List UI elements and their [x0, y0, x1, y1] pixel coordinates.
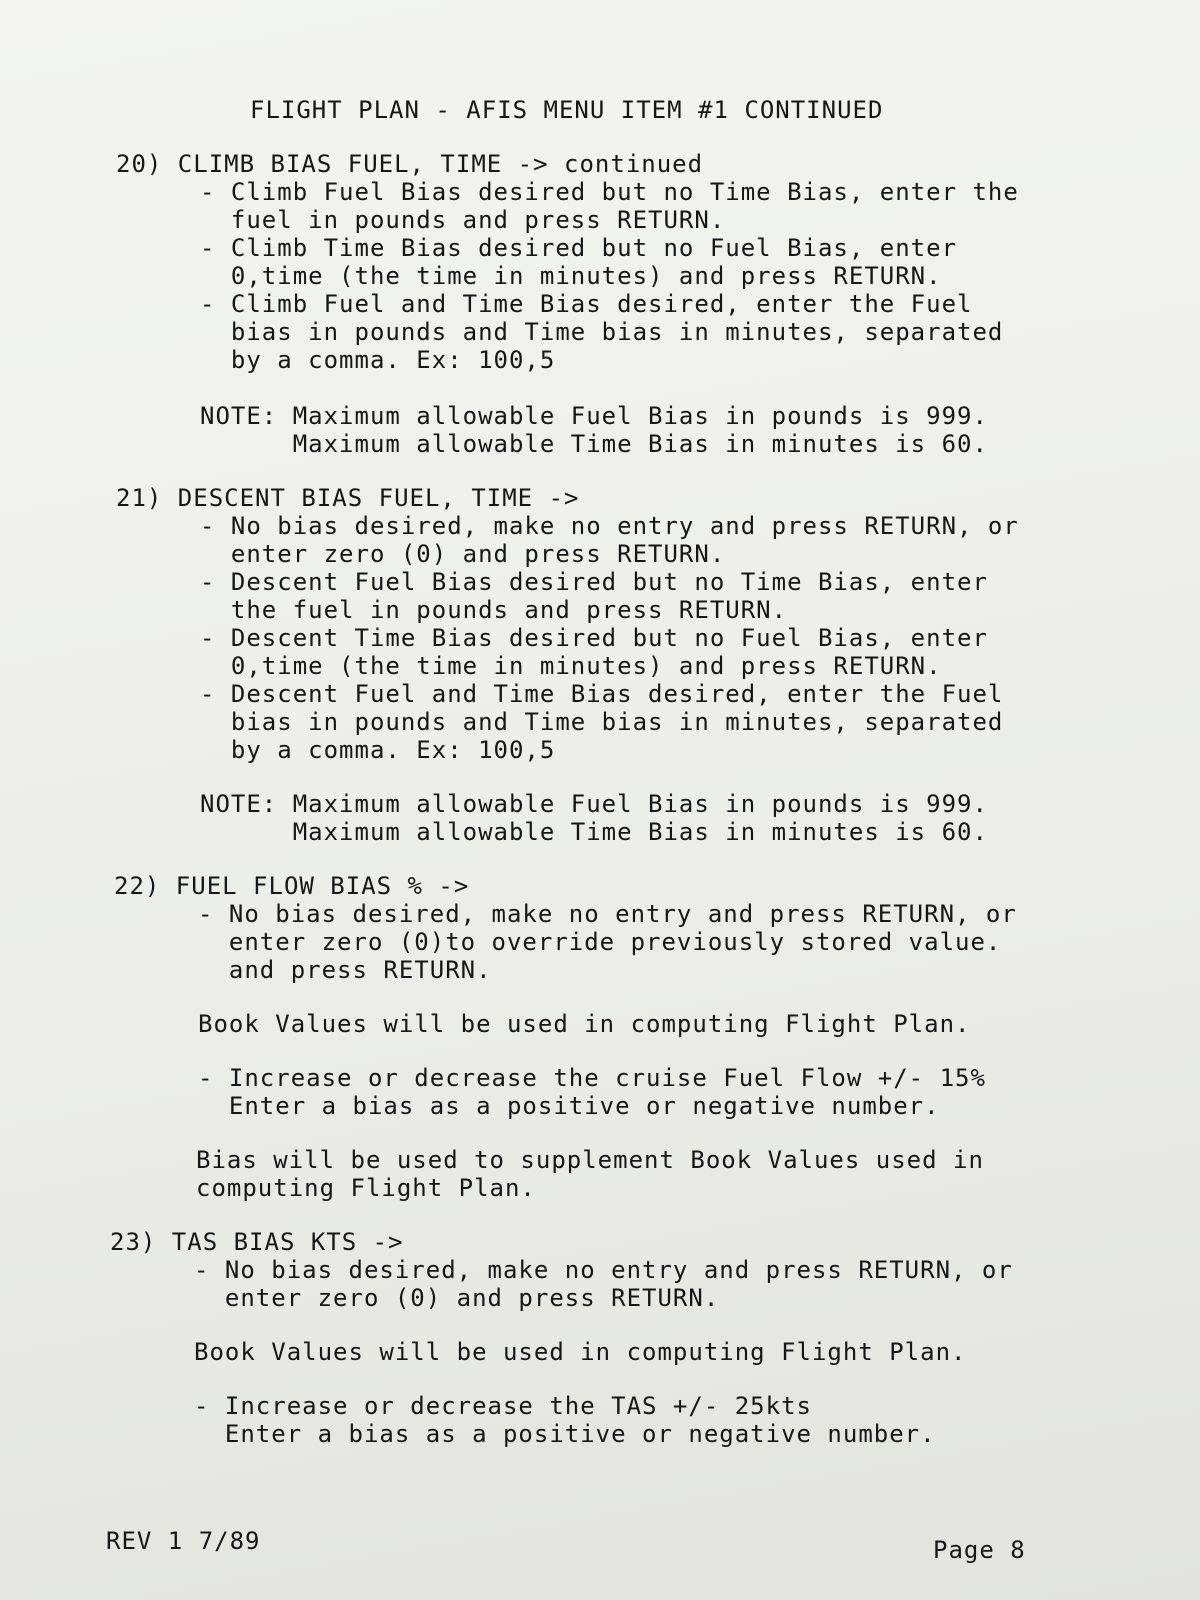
section-22-bullet-1-line-3: and press RETURN.	[198, 956, 492, 984]
section-21-bullet-3-line-2: 0,time (the time in minutes) and press RETURN.	[200, 652, 942, 680]
section-23-bullet-1-line-1: - No bias desired, make no entry and press RETURN, or	[194, 1256, 1013, 1284]
section-20-bullet-3-line-3: by a comma. Ex: 100,5	[200, 346, 556, 374]
section-20-bullet-3-line-1: - Climb Fuel and Time Bias desired, enter the Fuel	[200, 290, 973, 318]
section-22-bullet-2-line-2: Enter a bias as a positive or negative number.	[198, 1092, 940, 1120]
section-21-bullet-1-line-2: enter zero (0) and press RETURN.	[200, 540, 726, 568]
section-21-bullet-3-line-1: - Descent Time Bias desired but no Fuel Bias, enter	[200, 624, 988, 652]
section-20-bullet-1-line-2: fuel in pounds and press RETURN.	[200, 206, 726, 234]
section-20-bullet-2-line-1: - Climb Time Bias desired but no Fuel Bias, enter	[200, 234, 958, 262]
section-21-heading: 21) DESCENT BIAS FUEL, TIME ->	[116, 484, 580, 512]
section-23-heading: 23) TAS BIAS KTS ->	[110, 1228, 404, 1256]
section-22-bullet-2-line-1: - Increase or decrease the cruise Fuel Flow +/- 15%	[198, 1064, 986, 1092]
section-21-note-line-2: Maximum allowable Time Bias in minutes is 60.	[200, 818, 988, 846]
section-23-bullet-2-line-1: - Increase or decrease the TAS +/- 25kts	[194, 1392, 812, 1420]
section-21-note-line-1: NOTE: Maximum allowable Fuel Bias in pounds is 999.	[200, 790, 988, 818]
section-23-paragraph-1: Book Values will be used in computing Flight Plan.	[194, 1338, 967, 1366]
section-20-note-line-2: Maximum allowable Time Bias in minutes is 60.	[200, 430, 988, 458]
section-20-bullet-3-line-2: bias in pounds and Time bias in minutes, separated	[200, 318, 1004, 346]
revision-label: REV 1 7/89	[106, 1527, 261, 1555]
section-21-bullet-2-line-2: the fuel in pounds and press RETURN.	[200, 596, 788, 624]
section-21-bullet-4-line-1: - Descent Fuel and Time Bias desired, enter the Fuel	[200, 680, 1004, 708]
section-21-bullet-4-line-2: bias in pounds and Time bias in minutes, separated	[200, 708, 1004, 736]
section-22-paragraph-2-line-2: computing Flight Plan.	[196, 1174, 536, 1202]
section-22-heading: 22) FUEL FLOW BIAS % ->	[114, 872, 470, 900]
section-20-bullet-1-line-1: - Climb Fuel Bias desired but no Time Bias, enter the	[200, 178, 1019, 206]
section-23-bullet-1-line-2: enter zero (0) and press RETURN.	[194, 1284, 720, 1312]
section-22-bullet-1-line-1: - No bias desired, make no entry and press RETURN, or	[198, 900, 1017, 928]
page-number: Page 8	[933, 1536, 1026, 1564]
section-22-paragraph-1: Book Values will be used in computing Flight Plan.	[198, 1010, 971, 1038]
section-20-bullet-2-line-2: 0,time (the time in minutes) and press RETURN.	[200, 262, 942, 290]
section-21-bullet-1-line-1: - No bias desired, make no entry and press RETURN, or	[200, 512, 1019, 540]
section-22-paragraph-2-line-1: Bias will be used to supplement Book Values used in	[196, 1146, 984, 1174]
page-title: FLIGHT PLAN - AFIS MENU ITEM #1 CONTINUED	[250, 96, 884, 124]
section-23-bullet-2-line-2: Enter a bias as a positive or negative number.	[194, 1420, 936, 1448]
section-22-bullet-1-line-2: enter zero (0)to override previously stored value.	[198, 928, 1002, 956]
section-20-note-line-1: NOTE: Maximum allowable Fuel Bias in pounds is 999.	[200, 402, 988, 430]
section-21-bullet-2-line-1: - Descent Fuel Bias desired but no Time Bias, enter	[200, 568, 988, 596]
section-20-heading: 20) CLIMB BIAS FUEL, TIME -> continued	[116, 150, 704, 178]
section-21-bullet-4-line-3: by a comma. Ex: 100,5	[200, 736, 556, 764]
